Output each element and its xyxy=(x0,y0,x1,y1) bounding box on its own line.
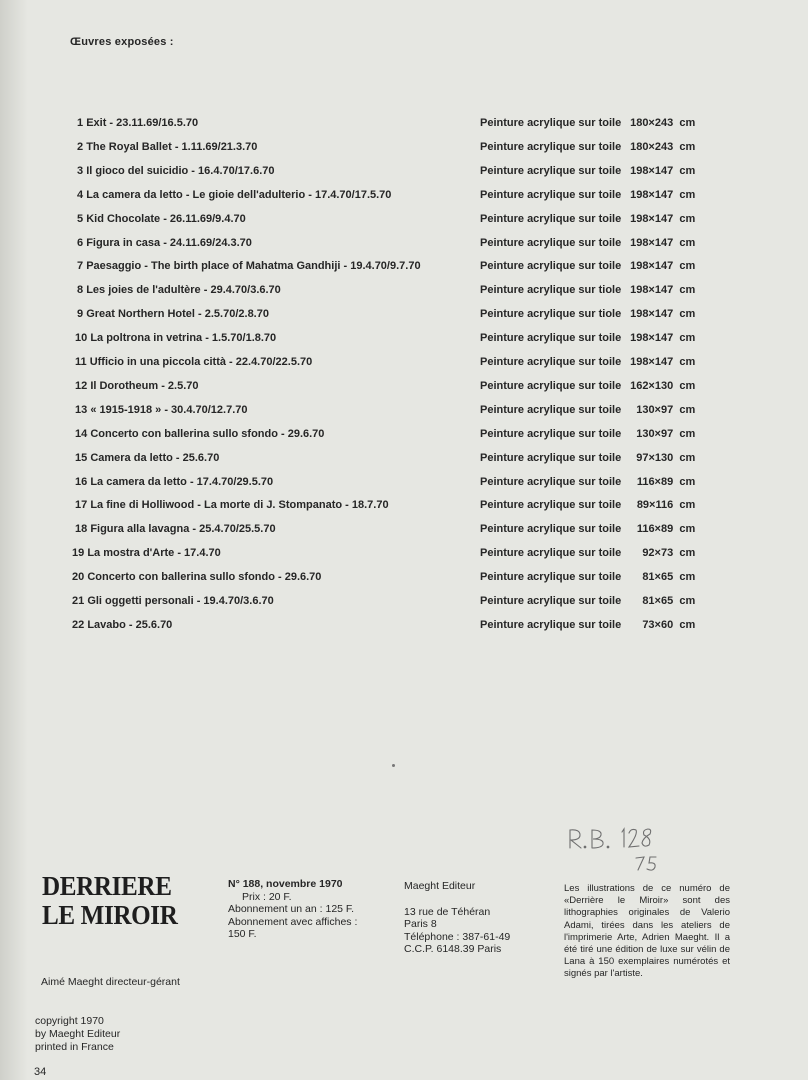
work-unit: cm xyxy=(679,332,696,344)
work-title xyxy=(77,284,281,296)
work-row xyxy=(0,404,808,424)
work-dimensions: 73×60 xyxy=(642,619,674,631)
work-row xyxy=(0,428,808,448)
work-medium xyxy=(480,189,695,201)
editor-info xyxy=(404,880,510,956)
work-medium-text: Peinture acrylique sur tiole xyxy=(480,284,622,296)
work-title-text: Exit - 23.11.69/16.5.70 xyxy=(86,117,199,129)
work-medium-text: Peinture acrylique sur toile xyxy=(480,476,622,488)
work-dimensions: 198×147 xyxy=(630,308,674,320)
work-dimensions: 97×130 xyxy=(636,452,674,464)
work-unit: cm xyxy=(679,571,696,583)
work-unit: cm xyxy=(679,619,696,631)
work-row xyxy=(0,571,808,591)
work-dimensions: 180×243 xyxy=(630,141,674,153)
work-unit: cm xyxy=(679,213,696,225)
work-number: 22 xyxy=(72,619,85,631)
work-medium-text: Peinture acrylique sur toile xyxy=(480,428,622,440)
work-title xyxy=(72,571,321,583)
work-title-text: La fine di Holliwood - La morte di J. Stompanato - 18.7.70 xyxy=(90,499,389,511)
work-title xyxy=(77,308,269,320)
work-medium-text: Peinture acrylique sur toile xyxy=(480,189,622,201)
work-row xyxy=(0,547,808,567)
work-dimensions: 198×147 xyxy=(630,189,674,201)
work-title-text: Figura in casa - 24.11.69/24.3.70 xyxy=(86,237,252,249)
work-title xyxy=(77,165,275,177)
director-line: Aimé Maeght directeur-gérant xyxy=(41,976,180,988)
work-number: 1 xyxy=(77,117,84,129)
work-medium-text: Peinture acrylique sur toile xyxy=(480,523,622,535)
work-unit: cm xyxy=(679,547,696,559)
work-medium-text: Peinture acrylique sur toile xyxy=(480,356,622,368)
editor-name: Maeght Editeur xyxy=(404,880,476,892)
work-title-text: Gli oggetti personali - 19.4.70/3.6.70 xyxy=(87,595,274,607)
work-dimensions: 198×147 xyxy=(630,213,674,225)
work-medium xyxy=(480,404,695,416)
work-medium xyxy=(480,237,695,249)
work-title-text: Les joies de l'adultère - 29.4.70/3.6.70 xyxy=(86,284,281,296)
work-title-text: The Royal Ballet - 1.11.69/21.3.70 xyxy=(86,141,258,153)
work-unit: cm xyxy=(679,428,696,440)
work-unit: cm xyxy=(679,595,696,607)
work-title xyxy=(75,428,324,440)
work-medium xyxy=(480,428,695,440)
work-title-text: Kid Chocolate - 26.11.69/9.4.70 xyxy=(86,213,246,225)
work-title xyxy=(77,117,198,129)
work-dimensions: 180×243 xyxy=(630,117,674,129)
work-title xyxy=(75,523,276,535)
work-title xyxy=(75,404,248,416)
work-dimensions: 198×147 xyxy=(630,260,674,272)
work-row xyxy=(0,452,808,472)
work-dimensions: 198×147 xyxy=(630,284,674,296)
work-number: 18 xyxy=(75,523,88,535)
work-number: 13 xyxy=(75,404,88,416)
work-unit: cm xyxy=(679,117,696,129)
work-row xyxy=(0,189,808,209)
work-dimensions: 81×65 xyxy=(642,595,674,607)
work-title-text: La poltrona in vetrina - 1.5.70/1.8.70 xyxy=(90,332,277,344)
work-title-text: Il Dorotheum - 2.5.70 xyxy=(90,380,199,392)
work-number: 20 xyxy=(72,571,85,583)
work-medium-text: Peinture acrylique sur toile xyxy=(480,141,622,153)
work-unit: cm xyxy=(679,404,696,416)
work-row xyxy=(0,213,808,233)
work-row xyxy=(0,523,808,543)
work-unit: cm xyxy=(679,452,696,464)
work-row xyxy=(0,165,808,185)
work-medium xyxy=(480,141,695,153)
work-row xyxy=(0,332,808,352)
work-medium xyxy=(480,356,695,368)
work-dimensions: 198×147 xyxy=(630,332,674,344)
copyright-line: copyright 1970 xyxy=(35,1015,104,1027)
work-unit: cm xyxy=(679,165,696,177)
work-dimensions: 116×89 xyxy=(636,476,674,488)
work-medium xyxy=(480,595,695,607)
handwritten-note xyxy=(566,824,676,874)
work-dimensions: 162×130 xyxy=(630,380,674,392)
work-number: 11 xyxy=(75,356,87,368)
work-medium-text: Peinture acrylique sur toile xyxy=(480,452,622,464)
copyright-line: printed in France xyxy=(35,1041,114,1053)
work-number: 6 xyxy=(77,237,84,249)
subscription-posters: Abonnement avec affiches : xyxy=(228,915,358,928)
work-title-text: Il gioco del suicidio - 16.4.70/17.6.70 xyxy=(86,165,275,177)
work-medium-text: Peinture acrylique sur toile xyxy=(480,117,622,129)
work-dimensions: 81×65 xyxy=(642,571,674,583)
ink-speck xyxy=(392,764,395,767)
work-title-text: La camera da letto - 17.4.70/29.5.70 xyxy=(90,476,274,488)
work-unit: cm xyxy=(679,260,696,272)
work-number: 12 xyxy=(75,380,88,392)
editor-ccp: C.C.P. 6148.39 Paris xyxy=(404,943,502,955)
work-row xyxy=(0,499,808,519)
work-number: 7 xyxy=(77,260,84,272)
work-number: 5 xyxy=(77,213,84,225)
work-medium-text: Peinture acrylique sur toile xyxy=(480,165,622,177)
work-medium-text: Peinture acrylique sur toile xyxy=(480,404,622,416)
work-number: 19 xyxy=(72,547,85,559)
work-medium xyxy=(480,499,695,511)
issue-info xyxy=(228,878,357,941)
work-dimensions: 198×147 xyxy=(630,165,674,177)
work-title-text: « 1915-1918 » - 30.4.70/12.7.70 xyxy=(90,404,248,416)
work-title xyxy=(72,595,274,607)
work-title xyxy=(77,260,421,272)
work-title-text: Paesaggio - The birth place of Mahatma Gandhiji - 19.4.70/9.7.70 xyxy=(86,260,421,272)
work-medium xyxy=(480,284,695,296)
work-row xyxy=(0,619,808,639)
work-medium xyxy=(480,332,695,344)
subscription-posters-price: 150 F. xyxy=(228,928,257,940)
work-medium xyxy=(480,165,695,177)
work-title-text: La camera da letto - Le gioie dell'adulterio - 17.4.70/17.5.70 xyxy=(86,189,392,201)
work-title-text: Lavabo - 25.6.70 xyxy=(87,619,173,631)
work-medium xyxy=(480,380,695,392)
work-medium xyxy=(480,308,695,320)
work-unit: cm xyxy=(679,356,696,368)
work-row xyxy=(0,380,808,400)
work-title xyxy=(77,141,257,153)
work-row xyxy=(0,117,808,137)
work-row xyxy=(0,284,808,304)
work-medium-text: Peinture acrylique sur toile xyxy=(480,332,622,344)
work-title xyxy=(77,189,391,201)
work-unit: cm xyxy=(679,141,696,153)
work-medium-text: Peinture acrylique sur toile xyxy=(480,547,622,559)
work-title-text: Concerto con ballerina sullo sfondo - 29.6.70 xyxy=(90,428,325,440)
work-row xyxy=(0,308,808,328)
work-dimensions: 198×147 xyxy=(630,237,674,249)
work-title xyxy=(75,476,273,488)
copyright-block xyxy=(35,1015,120,1054)
work-dimensions: 116×89 xyxy=(636,523,674,535)
work-unit: cm xyxy=(679,380,696,392)
work-number: 9 xyxy=(77,308,84,320)
page-number: 34 xyxy=(34,1066,47,1078)
work-unit: cm xyxy=(679,499,696,511)
work-title-text: Figura alla lavagna - 25.4.70/25.5.70 xyxy=(90,523,276,535)
work-number: 21 xyxy=(72,595,85,607)
work-unit: cm xyxy=(679,189,696,201)
work-number: 2 xyxy=(77,141,84,153)
work-title xyxy=(75,452,219,464)
work-medium xyxy=(480,260,695,272)
work-dimensions: 92×73 xyxy=(642,547,674,559)
work-medium xyxy=(480,547,695,559)
work-title-text: Ufficio in una piccola città - 22.4.70/22.5.70 xyxy=(89,356,313,368)
work-dimensions: 130×97 xyxy=(636,428,674,440)
editor-street: 13 rue de Téhéran xyxy=(404,905,491,918)
credits-paragraph: Les illustrations de ce numéro de «Derrière le Miroir» sont des lithographies originales de Valerio Adami, tirées dans les ateliers de l'imprimerie Arte, Adrien Maeght. Il a été tiré une édition de luxe sur vélin de Lana à 150 exemplaires numérotés et signés par l'artiste. xyxy=(564,883,730,980)
logo-line-2: LE MIROIR xyxy=(42,900,178,930)
work-title xyxy=(75,499,389,511)
work-number: 8 xyxy=(77,284,84,296)
work-number: 16 xyxy=(75,476,88,488)
logo-line-1: DERRIERE xyxy=(42,871,172,901)
work-unit: cm xyxy=(679,308,696,320)
publication-logo xyxy=(42,872,177,930)
work-title xyxy=(77,213,246,225)
work-number: 15 xyxy=(75,452,88,464)
work-number: 10 xyxy=(75,332,88,344)
work-dimensions: 198×147 xyxy=(630,356,674,368)
work-row xyxy=(0,595,808,615)
work-title xyxy=(72,547,221,559)
work-row xyxy=(0,141,808,161)
work-medium xyxy=(480,523,695,535)
work-unit: cm xyxy=(679,476,696,488)
work-medium-text: Peinture acrylique sur toile xyxy=(480,213,622,225)
work-number: 14 xyxy=(75,428,88,440)
work-number: 17 xyxy=(75,499,88,511)
work-dimensions: 130×97 xyxy=(636,404,674,416)
work-title xyxy=(77,237,252,249)
work-row xyxy=(0,260,808,280)
work-medium-text: Peinture acrylique sur toile xyxy=(480,619,622,631)
work-title xyxy=(72,619,172,631)
work-medium-text: Peinture acrylique sur toile xyxy=(480,260,622,272)
work-number: 4 xyxy=(77,189,84,201)
issue-price: Prix : 20 F. xyxy=(242,890,292,903)
work-title-text: Concerto con ballerina sullo sfondo - 29.6.70 xyxy=(87,571,322,583)
work-row xyxy=(0,356,808,376)
copyright-line: by Maeght Editeur xyxy=(35,1028,121,1040)
work-medium xyxy=(480,571,695,583)
work-unit: cm xyxy=(679,284,696,296)
work-medium xyxy=(480,452,695,464)
work-medium xyxy=(480,619,695,631)
work-dimensions: 89×116 xyxy=(636,499,674,511)
editor-phone: Téléphone : 387-61-49 xyxy=(404,930,511,943)
work-medium-text: Peinture acrylique sur toile xyxy=(480,571,622,583)
work-title xyxy=(75,332,276,344)
work-medium-text: Peinture acrylique sur toile xyxy=(480,595,622,607)
editor-city: Paris 8 xyxy=(404,918,437,930)
work-medium-text: Peinture acrylique sur toile xyxy=(480,237,622,249)
work-row xyxy=(0,476,808,496)
issue-number: N° 188, novembre 1970 xyxy=(228,878,343,890)
work-medium xyxy=(480,213,695,225)
work-title xyxy=(75,380,199,392)
work-title-text: Camera da letto - 25.6.70 xyxy=(90,452,220,464)
work-unit: cm xyxy=(679,237,696,249)
work-medium-text: Peinture acrylique sur tiole xyxy=(480,308,622,320)
subscription-price: Abonnement un an : 125 F. xyxy=(228,903,355,915)
work-row xyxy=(0,237,808,257)
work-medium-text: Peinture acrylique sur toile xyxy=(480,380,622,392)
work-medium xyxy=(480,117,695,129)
work-unit: cm xyxy=(679,523,696,535)
work-medium-text: Peinture acrylique sur toile xyxy=(480,499,622,511)
work-title-text: La mostra d'Arte - 17.4.70 xyxy=(87,547,221,559)
work-medium xyxy=(480,476,695,488)
work-number: 3 xyxy=(77,165,84,177)
section-heading: Œuvres exposées : xyxy=(70,36,174,48)
work-title-text: Great Northern Hotel - 2.5.70/2.8.70 xyxy=(86,308,269,320)
work-title xyxy=(75,356,312,368)
